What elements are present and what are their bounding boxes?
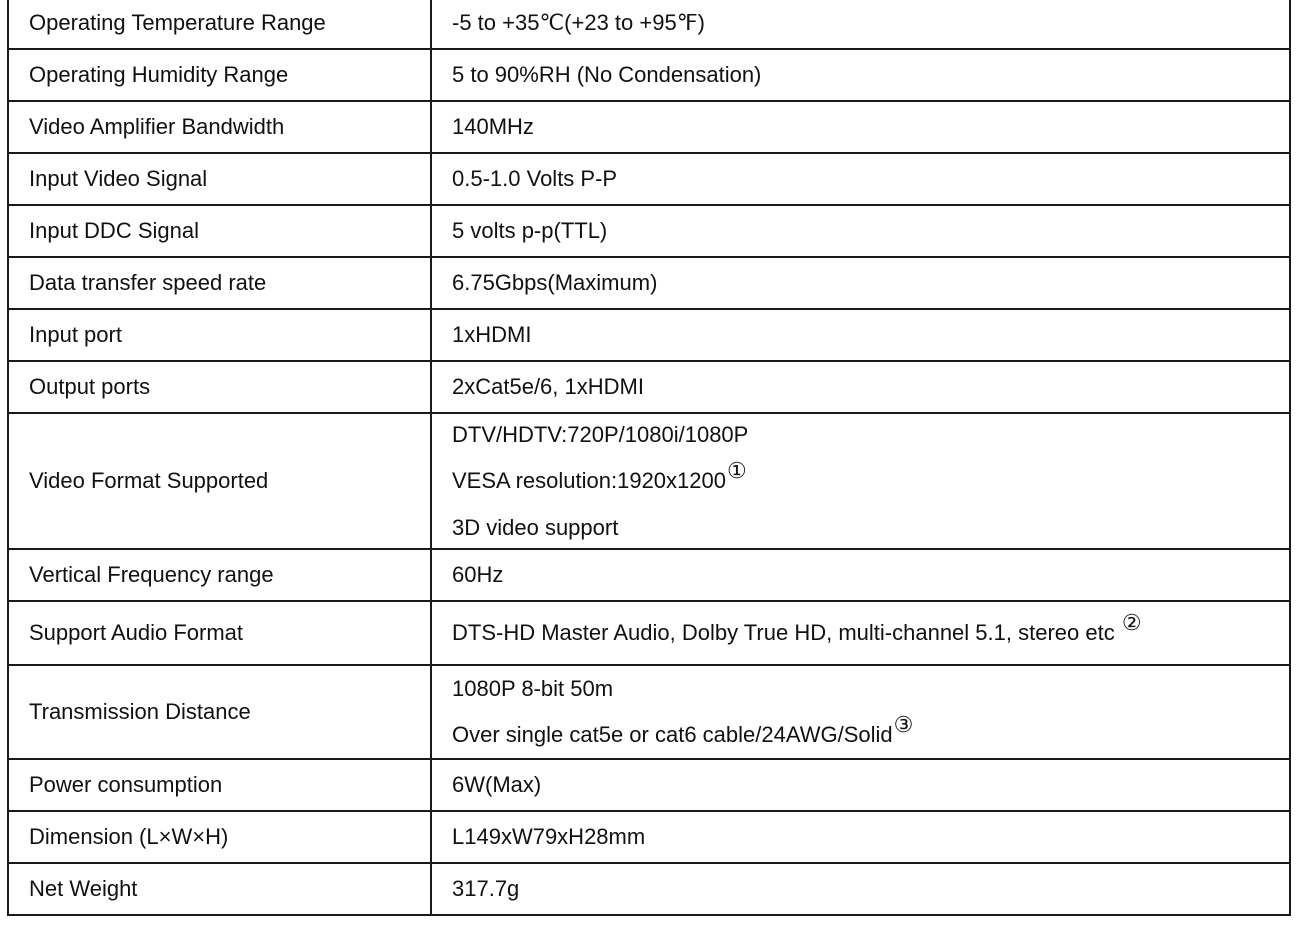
spec-value-line: 1xHDMI (452, 322, 532, 347)
spec-value (431, 759, 1290, 811)
spec-value-line: 5 to 90%RH (No Condensation) (452, 62, 762, 87)
spec-value-line: 6W(Max) (452, 772, 542, 797)
table-row (8, 549, 1290, 601)
spec-value (431, 153, 1290, 205)
table-row (8, 863, 1290, 915)
spec-value (431, 413, 1290, 549)
spec-value-line (452, 458, 1289, 495)
spec-value (431, 257, 1290, 309)
table-row (8, 0, 1290, 49)
spec-label: Input Video Signal (8, 153, 431, 205)
table-row (8, 101, 1290, 153)
spec-label: Operating Temperature Range (8, 0, 431, 49)
spec-value-line: 2xCat5e/6, 1xHDMI (452, 374, 644, 399)
spec-value (431, 205, 1290, 257)
spec-value-line (452, 610, 1289, 647)
spec-label: Dimension (L×W×H) (8, 811, 431, 863)
footnote-marker: ① (726, 458, 747, 484)
spec-value (431, 601, 1290, 665)
spec-value-line: L149xW79xH28mm (452, 824, 646, 849)
table-row (8, 665, 1290, 759)
spec-value-text: DTS-HD Master Audio, Dolby True HD, multi-channel 5.1, stereo etc (452, 619, 1121, 645)
spec-value (431, 665, 1290, 759)
spec-value-line: 6.75Gbps(Maximum) (452, 270, 658, 295)
spec-value (431, 811, 1290, 863)
spec-label: Input DDC Signal (8, 205, 431, 257)
spec-value-line (452, 712, 1289, 749)
spec-label: Video Amplifier Bandwidth (8, 101, 431, 153)
table-row (8, 811, 1290, 863)
spec-value (431, 49, 1290, 101)
footnote-marker: ② (1121, 610, 1142, 636)
table-row (8, 153, 1290, 205)
spec-value-line: 3D video support (452, 514, 619, 540)
spec-value-text: Over single cat5e or cat6 cable/24AWG/Solid (452, 721, 893, 747)
table-row (8, 759, 1290, 811)
spec-value-line: -5 to +35℃(+23 to +95℉) (452, 10, 705, 35)
spec-value-line: 140MHz (452, 114, 534, 139)
spec-label: Vertical Frequency range (8, 549, 431, 601)
spec-value-line: 0.5-1.0 Volts P-P (452, 166, 618, 191)
spec-value-text: VESA resolution:1920x1200 (452, 467, 726, 493)
table-row (8, 257, 1290, 309)
spec-value (431, 863, 1290, 915)
spec-label: Transmission Distance (8, 665, 431, 759)
spec-label: Net Weight (8, 863, 431, 915)
table-row (8, 361, 1290, 413)
spec-label: Input port (8, 309, 431, 361)
spec-table (7, 0, 1291, 916)
spec-value (431, 549, 1290, 601)
footnote-marker: ③ (893, 712, 914, 738)
spec-value (431, 0, 1290, 49)
spec-value (431, 101, 1290, 153)
spec-label: Power consumption (8, 759, 431, 811)
spec-value (431, 309, 1290, 361)
table-row (8, 601, 1290, 665)
table-row (8, 413, 1290, 549)
spec-value-line: 317.7g (452, 876, 520, 901)
spec-label: Support Audio Format (8, 601, 431, 665)
spec-label: Output ports (8, 361, 431, 413)
spec-value-line: 5 volts p-p(TTL) (452, 218, 608, 243)
spec-value-line: DTV/HDTV:720P/1080i/1080P (452, 421, 749, 447)
spec-label: Video Format Supported (8, 413, 431, 549)
spec-label: Data transfer speed rate (8, 257, 431, 309)
table-row (8, 49, 1290, 101)
spec-label: Operating Humidity Range (8, 49, 431, 101)
spec-value-line: 60Hz (452, 562, 504, 587)
table-row (8, 205, 1290, 257)
spec-value (431, 361, 1290, 413)
spec-value-line: 1080P 8-bit 50m (452, 675, 614, 701)
table-row (8, 309, 1290, 361)
